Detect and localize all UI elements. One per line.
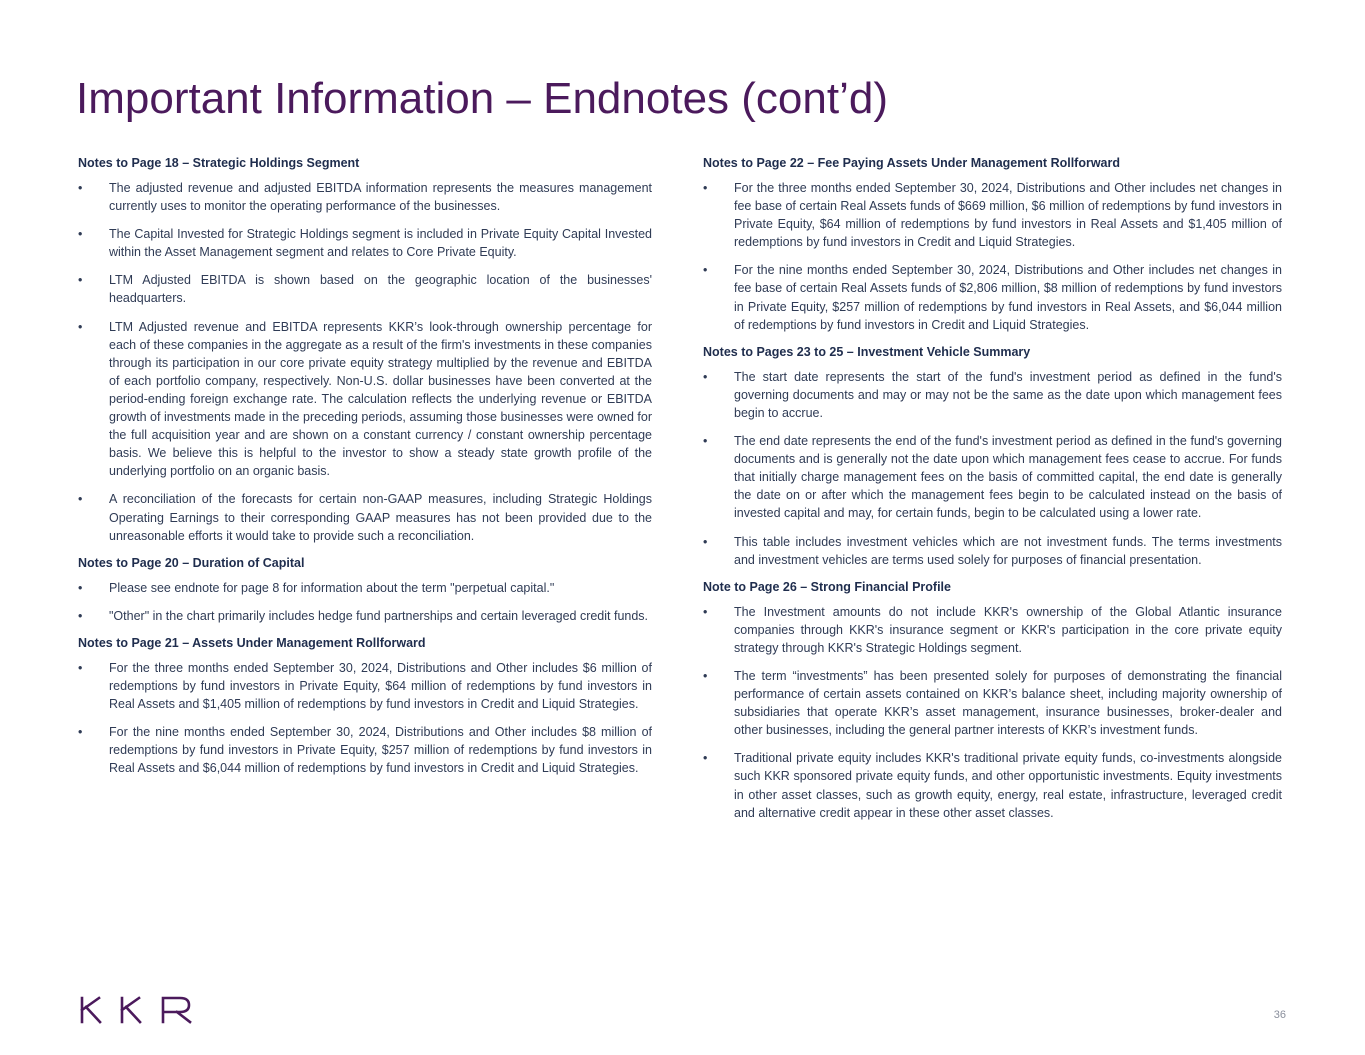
- note-text: The Investment amounts do not include KKR's ownership of the Global Atlantic insurance companies through KKR's insurance segment or KKR's participation in the core private equity strategy through KKR's Strategic Holdings segment.: [734, 604, 1282, 655]
- section-heading: Notes to Pages 23 to 25 – Investment Vehicle Summary: [703, 344, 1031, 359]
- bullet-icon: •: [78, 492, 83, 507]
- section-pages-23-25: [703, 344, 1282, 569]
- note-text: The adjusted revenue and adjusted EBITDA information represents the measures management currently uses to monitor the operating performance of the businesses.: [109, 181, 652, 214]
- section-heading: Notes to Page 21 – Assets Under Management Rollforward: [78, 635, 426, 650]
- note-item: [78, 723, 652, 777]
- bullet-icon: •: [703, 604, 708, 619]
- note-item: [703, 179, 1282, 251]
- note-text: The Capital Invested for Strategic Holdings segment is included in Private Equity Capital Invested within the Asset Management segment and relates to Core Private Equity.: [109, 227, 652, 260]
- note-text: The start date represents the start of the fund's investment period as defined in the fund's governing documents and may or may not be the same as the date upon which management fees begin to accrue.: [734, 369, 1282, 420]
- note-text: A reconciliation of the forecasts for certain non-GAAP measures, including Strategic Holdings Operating Earnings to their corresponding GAAP measures has not been provided due to the unreasonable efforts it would take to provide such a reconciliation.: [109, 492, 652, 543]
- section-page-26: [703, 579, 1282, 822]
- section-page-22: [703, 155, 1282, 334]
- bullet-icon: •: [78, 608, 83, 623]
- note-item: [78, 225, 652, 261]
- note-list: [703, 603, 1282, 822]
- note-item: [78, 179, 652, 215]
- left-column: [78, 155, 652, 787]
- section-page-18: [78, 155, 652, 545]
- bullet-icon: •: [78, 725, 83, 740]
- bullet-icon: •: [703, 751, 708, 766]
- note-text: Traditional private equity includes KKR's traditional private equity funds, co-investments alongside such KKR sponsored private equity funds, and other opportunistic investments. Equity investments in other asset classes, such as growth equity, energy, real estate, infrastructure, leveraged credit and alternative credit appear in these other asset classes.: [734, 751, 1282, 820]
- section-page-21: [78, 635, 652, 778]
- note-text: Please see endnote for page 8 for information about the term "perpetual capital.": [109, 580, 555, 595]
- note-text: LTM Adjusted EBITDA is shown based on the geographic location of the businesses' headquarters.: [109, 273, 652, 306]
- page-title: Important Information – Endnotes (cont’d): [76, 74, 888, 123]
- bullet-icon: •: [78, 660, 83, 675]
- bullet-icon: •: [703, 369, 708, 384]
- bullet-icon: •: [703, 263, 708, 278]
- note-list: [703, 368, 1282, 569]
- section-heading: Notes to Page 20 – Duration of Capital: [78, 555, 305, 570]
- bullet-icon: •: [703, 434, 708, 449]
- section-heading: Notes to Page 18 – Strategic Holdings Segment: [78, 156, 360, 170]
- bullet-icon: •: [78, 319, 83, 334]
- bullet-icon: •: [703, 668, 708, 683]
- section-page-20: [78, 555, 652, 625]
- note-item: [703, 667, 1282, 739]
- note-text: For the three months ended September 30, 2024, Distributions and Other includes net changes in fee base of certain Real Assets funds of $669 million, $6 million of redemptions by fund investors in Private Equity, $64 million of redemptions by fund investors in Real Assets and $1,405 million of redemptions by fund investors in Credit and Liquid Strategies.: [734, 181, 1282, 250]
- note-item: [703, 432, 1282, 522]
- note-text: For the nine months ended September 30, 2024, Distributions and Other includes net changes in fee base of certain Real Assets funds of $2,806 million, $8 million of redemptions by fund investors in Private Equity, $257 million of redemptions by fund investors in Real Assets, and $6,044 million of redemptions by fund investors in Credit and Liquid Strategies.: [734, 263, 1282, 332]
- bullet-icon: •: [78, 273, 83, 288]
- note-item: [78, 318, 652, 481]
- bullet-icon: •: [78, 580, 83, 595]
- page-number: 36: [1273, 1009, 1286, 1021]
- note-list: [78, 659, 652, 778]
- note-item: [703, 749, 1282, 821]
- note-item: [78, 607, 652, 625]
- note-text: This table includes investment vehicles which are not investment funds. The terms investments and investment vehicles are terms used solely for purposes of financial presentation.: [734, 534, 1282, 567]
- kkr-logo: [80, 995, 194, 1025]
- note-item: [703, 368, 1282, 422]
- note-list: [703, 179, 1282, 334]
- note-text: For the three months ended September 30, 2024, Distributions and Other includes $6 million of redemptions by fund investors in Private Equity, $64 million of redemptions by fund investors in Real Assets and $1,405 million of redemptions by fund investors in Credit and Liquid Strategies.: [109, 660, 652, 712]
- note-item: [703, 533, 1282, 569]
- note-list: [78, 179, 652, 545]
- note-item: [78, 271, 652, 307]
- note-text: The end date represents the end of the fund's investment period as defined in the fund's governing documents and is generally not the date upon which management fees cease to accrue. For funds that initially charge management fees on the basis of committed capital, the end date is generally the date on or after which the management fees begin to be calculated instead on the basis of invested capital and may, for certain funds, begin to be calculated using a lower rate.: [734, 434, 1282, 521]
- section-heading: Note to Page 26 – Strong Financial Profile: [703, 579, 951, 594]
- note-item: [703, 261, 1282, 333]
- note-text: "Other" in the chart primarily includes hedge fund partnerships and certain leveraged credit funds.: [109, 608, 649, 623]
- note-item: [78, 490, 652, 544]
- note-item: [703, 603, 1282, 657]
- note-text: For the nine months ended September 30, 2024, Distributions and Other includes $8 million of redemptions by fund investors in Private Equity, $257 million of redemptions by fund investors in Real Assets and $6,044 million of redemptions by fund investors in Credit and Liquid Strategies.: [109, 725, 652, 776]
- note-list: [78, 579, 652, 625]
- bullet-icon: •: [703, 534, 708, 549]
- bullet-icon: •: [78, 181, 83, 195]
- note-text: LTM Adjusted revenue and EBITDA represents KKR’s look-through ownership percentage for each of these companies in the aggregate as a result of the firm's investments in these companies through its participation in our core private equity strategy multiplied by the revenue and EBITDA of each portfolio company, respectively. Non-U.S. dollar businesses have been converted at the period-ending foreign exchange rate. The calculation reflects the underlying revenue or EBITDA growth of investments made in the preceding periods, assuming those businesses were owned for the full acquisition year and are shown on a constant currency / constant ownership percentage basis. We believe this is helpful to the investor to show a steady state growth profile of the underlying portfolio on an organic basis.: [109, 319, 652, 479]
- note-item: [78, 579, 652, 597]
- right-column: [703, 155, 1282, 832]
- bullet-icon: •: [703, 181, 708, 195]
- bullet-icon: •: [78, 227, 83, 242]
- note-text: The term “investments” has been presented solely for purposes of demonstrating the financial performance of certain assets contained on KKR’s balance sheet, including majority ownership of subsidiaries that operate KKR’s asset management, insurance businesses, broker-dealer and other businesses, including the general partner interests of KKR’s investment funds.: [734, 668, 1282, 738]
- section-heading: Notes to Page 22 – Fee Paying Assets Under Management Rollforward: [703, 156, 1121, 170]
- note-item: [78, 659, 652, 713]
